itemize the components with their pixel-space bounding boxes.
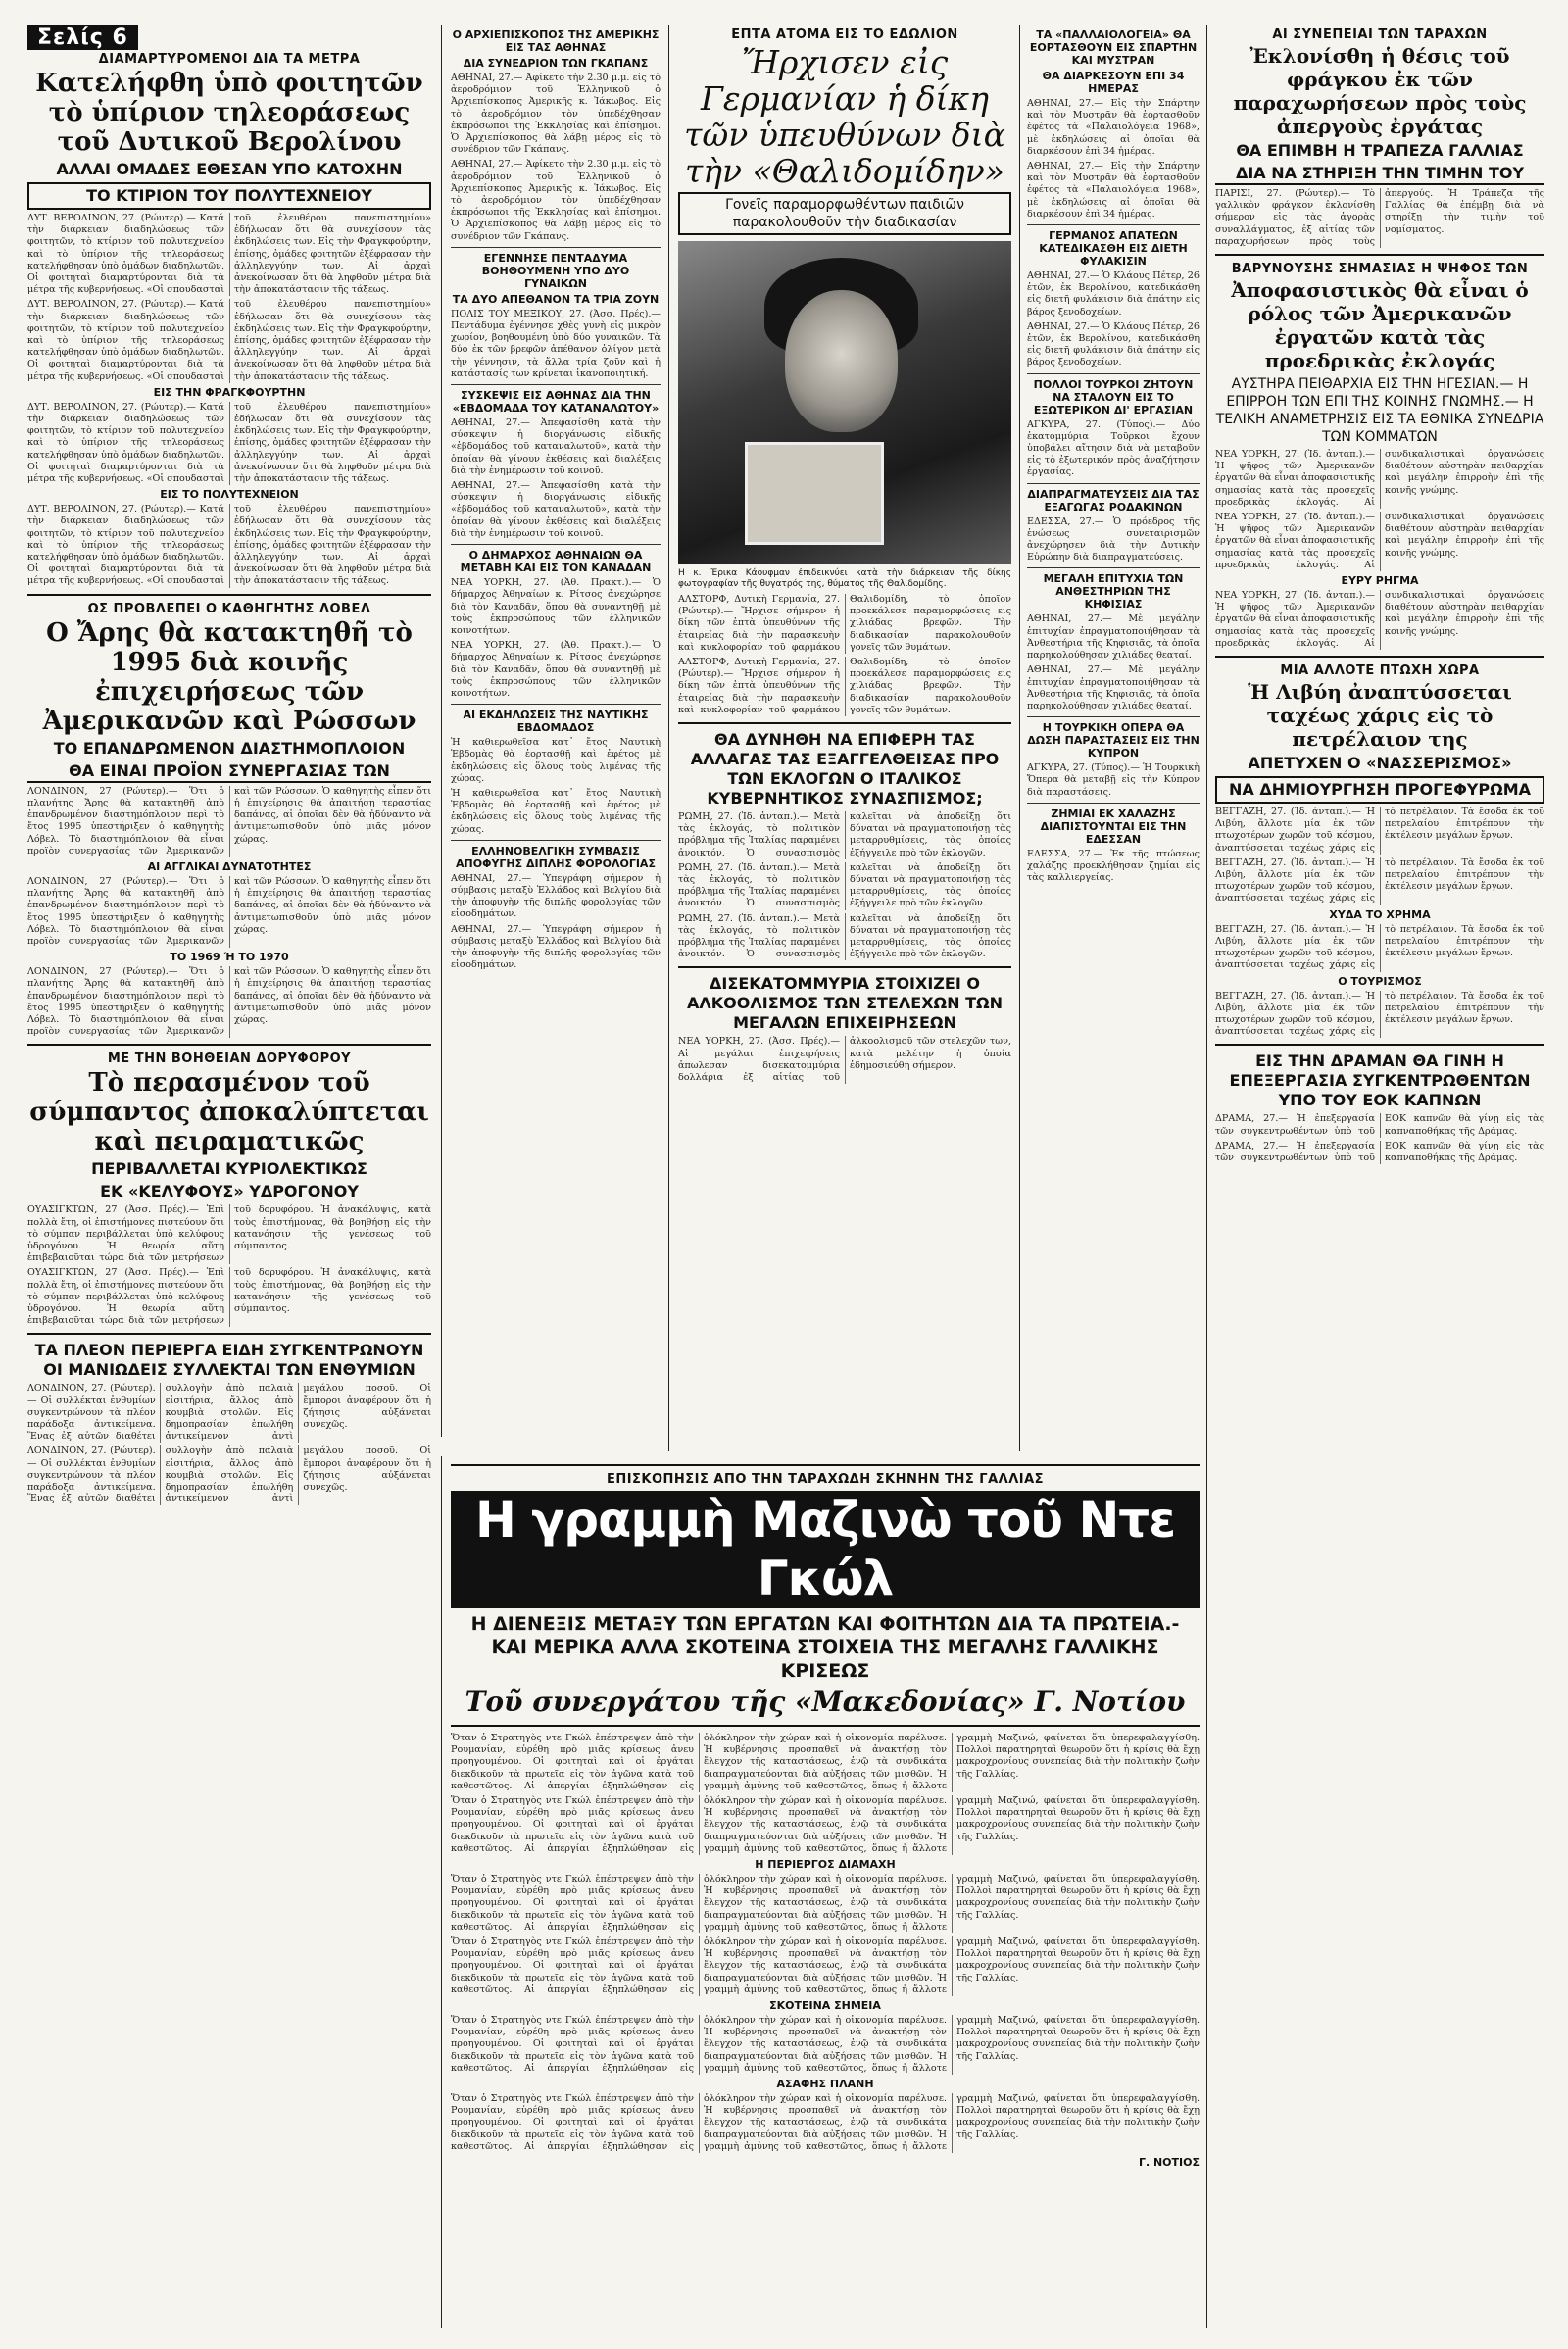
article-body: ΒΕΓΓΑΖΗ, 27. (Ἰδ. ἀνταπ.).— Ἡ Λιβύη, ἄλλοτε μία ἐκ τῶν πτωχοτέρων χωρῶν τοῦ κόσμου, ἀναπτύσσεται ταχέως χάρις εἰς τὸ πετρέλαιον. Τὰ ἔσοδα ἐκ τοῦ πετρελαίου ἐπιτρέπουν τὴν ἐκτέλεσιν μεγάλων ἔργων.	[1215, 856, 1544, 905]
article-body: ΑΘΗΝΑΙ, 27.— Ἀφίκετο τὴν 2.30 μ.μ. εἰς τὸ ἀεροδρόμιον τοῦ Ἑλληνικοῦ ὁ Ἀρχιεπίσκοπος Ἀμερικῆς κ. Ἰάκωβος. Εἰς τὸ ἀεροδρόμιον τὸν ὑπεδέχθησαν ἐκπρόσωποι τῆς Ἐκκλησίας καὶ ἐπίσημοι. Ὁ Ἀρχιεπίσκοπος θὰ λάβῃ μέρος εἰς τὸ συνέδριον τῶν Γκάπανς.	[451, 159, 661, 242]
section-tag: ΤΟ 1969 Ή ΤΟ 1970	[170, 951, 289, 964]
kicker: ΔΙΑΠΡΑΓΜΑΤΕΥΣΕΙΣ ΔΙΑ ΤΑΣ ΕΞΑΓΩΓΑΣ ΡΟΔΑΚΙΝΩΝ	[1027, 487, 1200, 514]
article-body: Ὅταν ὁ Στρατηγὸς ντε Γκώλ ἐπέστρεψεν ἀπὸ τὴν Ρουμανίαν, εὑρέθη πρὸ μιᾶς κρίσεως ἀνευ προηγουμένου. Οἱ φοιτηταὶ καὶ οἱ ἐργάται διεκδικοῦν τὰ πρωτεῖα εἰς τὸν ἀγῶνα κατὰ τοῦ καθεστῶτος. Αἱ ἀπεργίαι ἐξηπλώθησαν εἰς ὁλόκληρον τὴν χώραν καὶ ἡ οἰκονομία παρέλυσε. Ἡ κυβέρνησις προσπαθεῖ νὰ ἀνακτήσῃ τὸν ἔλεγχον τῆς καταστάσεως, ἐνῷ τὰ συνδικάτα διαπραγματεύονται διὰ αὐξήσεις τῶν μισθῶν. Ἡ γραμμὴ ἀμύνης τοῦ καθεστῶτος, ὅπως ἡ ἄλλοτε γραμμὴ Μαζινώ, φαίνεται ὅτι ὑπερεφαλαγγίσθη. Πολλοὶ παρατηρηταὶ θεωροῦν ὅτι ἡ κρίσις θὰ ἔχῃ μακροχρονίους συνεπείας διὰ τὴν πολιτικὴν ζωὴν τῆς Γαλλίας.	[451, 1936, 1200, 1995]
article-body: ΑΘΗΝΑΙ, 27.— Ἀπεφασίσθη κατὰ τὴν σύσκεψιν ἡ διοργάνωσις εἰδικῆς «ἑβδομάδος τοῦ καταναλωτοῦ», κατὰ τὴν ὁποίαν θὰ γίνουν ἐκθέσεις καὶ διαλέξεις διὰ τὴν ἐνημέρωσιν τοῦ κοινοῦ.	[451, 417, 661, 476]
kicker: ΜΕΓΑΛΗ ΕΠΙΤΥΧΙΑ ΤΩΝ ΑΝΘΕΣΤΗΡΙΩΝ ΤΗΣ ΚΗΦΙΣΙΑΣ	[1043, 572, 1184, 612]
headline-franc: Ἐκλονίσθη ἡ θέσις τοῦ φράγκου ἐκ τῶν παραχωρήσεων πρὸς τοὺς ἀπεργοὺς ἐργάτας	[1233, 44, 1527, 138]
section-tag: ΕΙΣ ΤΟ ΠΟΛΥΤΕΧΝΕΙΟΝ	[160, 488, 299, 502]
kicker: ΔΙΑΜΑΡΤΥΡΟΜΕΝΟΙ ΔΙΑ ΤΑ ΜΕΤΡΑ	[98, 52, 361, 67]
article-body: ΝΕΑ ΥΟΡΚΗ, 27. (Ἰδ. ἀνταπ.).— Ἡ ψῆφος τῶν Ἀμερικανῶν ἐργατῶν θὰ εἶναι ἀποφασιστικῆς σημασίας κατὰ τὰς προσεχεῖς προεδρικὰς ἐκλογάς. Αἱ συνδικαλιστικαὶ ὀργανώσεις διαθέτουν αὐστηρὰν πειθαρχίαν καὶ μεγάλην ἐπιρροὴν ἐπὶ τῆς κοινῆς γνώμης.	[1215, 512, 1544, 570]
kicker: ΜΙΑ ΑΛΛΟΤΕ ΠΤΩΧΗ ΧΩΡΑ	[1280, 663, 1480, 679]
feature-subheadline: Η ΔΙΕΝΕΞΙΣ ΜΕΤΑΞΥ ΤΩΝ ΕΡΓΑΤΩΝ ΚΑΙ ΦΟΙΤΗΤΩΝ ΔΙΑ ΤΑ ΠΡΩΤΕΙΑ.- ΚΑΙ ΜΕΡΙΚΑ ΑΛΛΑ ΣΚΟΤΕΙΝΑ ΣΤΟΙΧΕΙΑ ΤΗΣ ΜΕΓΑΛΗΣ ΓΑΛΛΙΚΗΣ ΚΡΙΣΕΩΣ	[470, 1613, 1180, 1682]
column-right	[1215, 25, 1544, 1167]
headline-libya: Ἡ Λιβύη ἀναπτύσσεται ταχέως χάρις εἰς τὸ πετρέλαιον της	[1248, 680, 1512, 752]
kicker: ΩΣ ΠΡΟΒΛΕΠΕΙ Ο ΚΑΘΗΓΗΤΗΣ ΛΟΒΕΛ	[87, 601, 371, 616]
headline-thalidomide: Ἤρχισεν εἰς Γερμανίαν ἡ δίκη τῶν ὑπευθύνων διὰ τὴν «Θαλιδομίδην»	[684, 43, 1005, 190]
subheadline-boxed: ΝΑ ΔΗΜΙΟΥΡΓΗΣΗ ΠΡΟΓΕΦΥΡΩΜΑ	[1215, 776, 1544, 804]
column-rule	[441, 25, 442, 1437]
article-body: ΑΘΗΝΑΙ, 27.— Μὲ μεγάλην ἐπιτυχίαν ἐπραγματοποιήθησαν τὰ Ἀνθεστήρια τῆς Κηφισιᾶς, τὰ ὁποῖα παρηκολούθησαν χιλιάδες θεαταί.	[1027, 664, 1200, 711]
article-body: ΒΕΓΓΑΖΗ, 27. (Ἰδ. ἀνταπ.).— Ἡ Λιβύη, ἄλλοτε μία ἐκ τῶν πτωχοτέρων χωρῶν τοῦ κόσμου, ἀναπτύσσεται ταχέως χάρις εἰς τὸ πετρέλαιον. Τὰ ἔσοδα ἐκ τοῦ πετρελαίου ἐπιτρέπουν τὴν ἐκτέλεσιν μεγάλων ἔργων.	[1215, 807, 1544, 854]
kicker: ΤΑ «ΠΑΛΛΑΙΟΛΟΓΕΙΑ» ΘΑ ΕΟΡΤΑΣΘΟΥΝ ΕΙΣ ΣΠΑΡΤΗΝ ΚΑΙ ΜΥΣΤΡΑΝ	[1029, 28, 1198, 67]
article-body: ΠΑΡΙΣΙ, 27. (Ρώυτερ).— Τὸ γαλλικὸν φράγκον ἐκλονίσθη σήμερον εἰς τὰς ἀγορὰς συναλλάγματος, ἐξ αἰτίας τῶν παραχωρήσεων πρὸς τοὺς ἀπεργούς. Ἡ Τράπεζα τῆς Γαλλίας θὰ ἐπέμβῃ διὰ νὰ στηρίξῃ τὴν τιμὴν τοῦ νομίσματος.	[1215, 188, 1544, 247]
article-body: ΒΕΓΓΑΖΗ, 27. (Ἰδ. ἀνταπ.).— Ἡ Λιβύη, ἄλλοτε μία ἐκ τῶν πτωχοτέρων χωρῶν τοῦ κόσμου, ἀναπτύσσεται ταχέως χάρις εἰς τὸ πετρέλαιον. Τὰ ἔσοδα ἐκ τοῦ πετρελαίου ἐπιτρέπουν τὴν ἐκτέλεσιν μεγάλων ἔργων.	[1215, 923, 1544, 971]
article-body: Ὅταν ὁ Στρατηγὸς ντε Γκώλ ἐπέστρεψεν ἀπὸ τὴν Ρουμανίαν, εὑρέθη πρὸ μιᾶς κρίσεως ἀνευ προηγουμένου. Οἱ φοιτηταὶ καὶ οἱ ἐργάται διεκδικοῦν τὰ πρωτεῖα εἰς τὸν ἀγῶνα κατὰ τοῦ καθεστῶτος. Αἱ ἀπεργίαι ἐξηπλώθησαν εἰς ὁλόκληρον τὴν χώραν καὶ ἡ οἰκονομία παρέλυσε. Ἡ κυβέρνησις προσπαθεῖ νὰ ἀνακτήσῃ τὸν ἔλεγχον τῆς καταστάσεως, ἐνῷ τὰ συνδικάτα διαπραγματεύονται διὰ αὐξήσεις τῶν μισθῶν. Ἡ γραμμὴ ἀμύνης τοῦ καθεστῶτος, ὅπως ἡ ἄλλοτε γραμμὴ Μαζινώ, φαίνεται ὅτι ὑπερεφαλαγγίσθη. Πολλοὶ παρατηρηταὶ θεωροῦν ὅτι ἡ κρίσις θὰ ἔχῃ μακροχρονίους συνεπείας διὰ τὴν πολιτικὴν ζωὴν τῆς Γαλλίας.	[451, 2015, 1200, 2074]
kicker: ΕΠΙΣΚΟΠΗΣΙΣ ΑΠΟ ΤΗΝ ΤΑΡΑΧΩΔΗ ΣΚΗΝΗΝ ΤΗΣ ΓΑΛΛΙΑΣ	[606, 1472, 1045, 1487]
column-second	[451, 25, 661, 974]
article-body: ΕΔΕΣΣΑ, 27.— Ἐκ τῆς πτώσεως χαλάζης προεκλήθησαν ζημίαι εἰς τὰς καλλιεργείας.	[1027, 848, 1200, 884]
article-body: ΑΘΗΝΑΙ, 27.— Ἀπεφασίσθη κατὰ τὴν σύσκεψιν ἡ διοργάνωσις εἰδικῆς «ἑβδομάδος τοῦ καταναλωτοῦ», κατὰ τὴν ὁποίαν θὰ γίνουν ἐκθέσεις καὶ διαλέξεις διὰ τὴν ἐνημέρωσιν τοῦ κοινοῦ.	[451, 480, 661, 539]
kicker: Η ΤΟΥΡΚΙΚΗ ΟΠΕΡΑ ΘΑ ΔΩΣΗ ΠΑΡΑΣΤΑΣΕΙΣ ΕΙΣ ΤΗΝ ΚΥΠΡΟΝ	[1027, 721, 1200, 760]
kicker: ΕΛΛΗΝΟΒΕΛΓΙΚΗ ΣΥΜΒΑΣΙΣ ΑΠΟΦΥΓΗΣ ΔΙΠΛΗΣ ΦΟΡΟΛΟΓΙΑΣ	[456, 844, 656, 870]
signature: Γ. ΝΟΤΙΟΣ	[1138, 2156, 1200, 2170]
subheadline: ΑΠΕΤΥΧΕΝ Ο «ΝΑΣΣΕΡΙΣΜΟΣ»	[1248, 754, 1512, 773]
article-body: ΑΓΚΥΡΑ, 27. (Τύπος).— Δύο ἑκατομμύρια Τοῦρκοι ἔχουν ὑποβάλει αἴτησιν διὰ νὰ μεταβοῦν εἰς τὸ ἐξωτερικόν πρὸς ἀναζήτησιν ἐργασίας.	[1027, 418, 1200, 478]
article-body: ΟΥΑΣΙΓΚΤΩΝ, 27 (Ἀσσ. Πρές).— Ἐπὶ πολλὰ ἔτη, οἱ ἐπιστήμονες πιστεύουν ὅτι τὸ σύμπαν περιβάλλεται ὑπὸ κελύφους ὑδρογόνου. Ἡ θεωρία αὕτη ἐπιβεβαιοῦται τώρα διὰ τῶν μετρήσεων τοῦ δορυφόρου. Ἡ ἀνακάλυψις, κατὰ τοὺς ἐπιστήμονας, θὰ βοηθήσῃ εἰς τὴν κατανόησιν τῆς γενέσεως τοῦ σύμπαντος.	[27, 1267, 431, 1327]
kicker: ΓΕΡΜΑΝΟΣ ΑΠΑΤΕΩΝ ΚΑΤΕΔΙΚΑΣΘΗ ΕΙΣ ΔΙΕΤΗ ΦΥΛΑΚΙΣΙΝ	[1039, 229, 1188, 269]
article-body: Ἡ καθιερωθεῖσα κατ᾿ ἔτος Ναυτικὴ Ἑβδομὰς θὰ ἑορτασθῇ καὶ ἐφέτος μὲ ἐκδηλώσεις εἰς ὅλους τοὺς λιμένας τῆς χώρας.	[451, 737, 661, 784]
subheadline-boxed: Γονεῖς παραμορφωθέντων παιδιῶν παρακολουθοῦν τὴν διαδικασίαν	[678, 192, 1011, 235]
subheadline: ΕΚ «ΚΕΛΥΦΟΥΣ» ΥΔΡΟΓΟΝΟΥ	[100, 1182, 359, 1201]
kicker: ΣΥΣΚΕΨΙΣ ΕΙΣ ΑΘΗΝΑΣ ΔΙΑ ΤΗΝ «ΕΒΔΟΜΑΔΑ ΤΟΥ ΚΑΤΑΝΑΛΩΤΟΥ»	[452, 389, 660, 416]
article-body: ΔΥΤ. ΒΕΡΟΛΙΝΟΝ, 27. (Ρώυτερ).— Κατά τὴν διάρκειαν διαδηλώσεως τῶν φοιτητῶν, τὸ κτίριον τοῦ πολυτεχνείου καὶ τὸ ὑπίριον τῆς τηλεοράσεως κατελήφθησαν ὑπὸ ὁμάδων διαδηλωτῶν. Οἱ φοιτηταὶ διαμαρτύρονται διὰ τὰ μέτρα τῆς κυβερνήσεως. «Οἱ σπουδασταὶ τοῦ ἐλευθέρου πανεπιστημίου» ἐδήλωσαν ὅτι θὰ συνεχίσουν τὰς ἐκδηλώσεις των. Εἰς τὴν Φραγκφούρτην, ἐπίσης, ὁμάδες φοιτητῶν ἐξέφρασαν τὴν ἀλληλεγγύην των. Αἱ ἀρχαὶ ἀνεκοίνωσαν ὅτι θὰ ληφθοῦν μέτρα διὰ τὴν ἀποκατάστασιν τῆς τάξεως.	[27, 401, 431, 485]
subheadline: ΔΙΑ ΝΑ ΣΤΗΡΙΞΗ ΤΗΝ ΤΙΜΗΝ ΤΟΥ	[1215, 164, 1544, 185]
article-body: ΔΥΤ. ΒΕΡΟΛΙΝΟΝ, 27. (Ρώυτερ).— Κατά τὴν διάρκειαν διαδηλώσεως τῶν φοιτητῶν, τὸ κτίριον τοῦ πολυτεχνείου καὶ τὸ ὑπίριον τῆς τηλεοράσεως κατελήφθησαν ὑπὸ ὁμάδων διαδηλωτῶν. Οἱ φοιτηταὶ διαμαρτύρονται διὰ τὰ μέτρα τῆς κυβερνήσεως. «Οἱ σπουδασταὶ τοῦ ἐλευθέρου πανεπιστημίου» ἐδήλωσαν ὅτι θὰ συνεχίσουν τὰς ἐκδηλώσεις των. Εἰς τὴν Φραγκφούρτην, ἐπίσης, ὁμάδες φοιτητῶν ἐξέφρασαν τὴν ἀλληλεγγύην των. Αἱ ἀρχαὶ ἀνεκοίνωσαν ὅτι θὰ ληφθοῦν μέτρα διὰ τὴν ἀποκατάστασιν τῆς τάξεως.	[27, 504, 431, 587]
kicker: ΕΠΤΑ ΑΤΟΜΑ ΕΙΣ ΤΟ ΕΔΩΛΙΟΝ	[731, 27, 958, 42]
column-rule	[1019, 25, 1020, 1451]
article-body: ΠΟΛΙΣ ΤΟΥ ΜΕΞΙΚΟΥ, 27. (Ἀσσ. Πρές).— Πεντάδυμα ἐγέννησε χθὲς γυνὴ εἰς μικρὸν χωρίον, βοηθουμένη ὑπὸ δύο γυναικῶν. Τὰ δύο ἐκ τῶν βρεφῶν ἀπέθανον ὀλίγον μετὰ τὴν γέννησιν, τὰ ἄλλα τρία ζοῦν καὶ ἡ κατάστασίς των κρίνεται ἱκανοποιητική.	[451, 308, 661, 379]
article-body: ΛΟΝΔΙΝΟΝ, 27. (Ρώυτερ).— Οἱ συλλέκται ἐνθυμίων συγκεντρώνουν τὰ πλέον παράδοξα ἀντικείμενα. Ἕνας ἐξ αὐτῶν διαθέτει συλλογὴν ἀπὸ παλαιὰ εἰσιτήρια, ἄλλος ἀπὸ κουμβιὰ στολῶν. Εἰς δημοπρασίαν ἐπωλήθη ἀντικείμενον ἀντὶ μεγάλου ποσοῦ. Οἱ ἔμποροι ἀναφέρουν ὅτι ἡ ζήτησις αὐξάνεται συνεχῶς.	[27, 1383, 431, 1443]
headline-alcoholism: ΔΙΣΕΚΑΤΟΜΜΥΡΙΑ ΣΤΟΙΧΙΖΕΙ Ο ΑΛΚΟΟΛΙΣΜΟΣ ΤΩΝ ΣΤΕΛΕΧΩΝ ΤΩΝ ΜΕΓΑΛΩΝ ΕΠΙΧΕΙΡΗΣΕΩΝ	[686, 974, 1004, 1033]
article-body: ΑΛΣΤΟΡΦ, Δυτικὴ Γερμανία, 27. (Ρώυτερ).— Ἤρχισε σήμερον ἡ δίκη τῶν ἑπτὰ ὑπευθύνων τῆς ἑταιρείας διὰ τὴν παρασκευὴν καὶ κυκλοφορίαν τοῦ φαρμάκου Θαλιδομίδη, τὸ ὁποῖον προεκάλεσε παραμορφώσεις εἰς χιλιάδας βρεφῶν. Τὴν διαδικασίαν παρακολουθοῦν γονεῖς τῶν θυμάτων.	[678, 594, 1011, 653]
kicker: ΑΙ ΣΥΝΕΠΕΙΑΙ ΤΩΝ ΤΑΡΑΧΩΝ	[1272, 27, 1488, 42]
section-tag: ΑΙ ΑΓΓΛΙΚΑΙ ΔΥΝΑΤΟΤΗΤΕΣ	[147, 859, 312, 873]
article-body: ΔΡΑΜΑ, 27.— Ἡ ἐπεξεργασία τῶν συγκεντρωθέντων ὑπὸ τοῦ ΕΟΚ καπνῶν θὰ γίνῃ εἰς τὰς καπναποθήκας τῆς Δράμας.	[1215, 1140, 1544, 1163]
article-body: ΕΔΕΣΣΑ, 27.— Ὁ πρόεδρος τῆς ἑνώσεως συνεταιρισμῶν ἀνεχώρησεν διὰ τὴν Δυτικὴν Εὐρώπην διὰ διαπραγματεύσεις.	[1027, 515, 1200, 563]
headline-mars: Ο Ἄρης θὰ κατακτηθῆ τὸ 1995 διὰ κοινῆς ἐπιχειρήσεως τῶν Ἀμερικανῶν καὶ Ρώσσων	[42, 617, 416, 736]
subheadline: ΑΛΛΑΙ ΟΜΑΔΕΣ ΕΘΕΣΑΝ ΥΠΟ ΚΑΤΟΧΗΝ	[56, 160, 403, 178]
headline-italy: ΘΑ ΔΥΝΗΘΗ ΝΑ ΕΠΙΦΕΡΗ ΤΑΣ ΑΛΛΑΓΑΣ ΤΑΣ ΕΞΑΓΓΕΛΘΕΙΣΑΣ ΠΡΟ ΤΩΝ ΕΚΛΟΓΩΝ Ο ΙΤΑΛΙΚΟΣ ΚΥΒΕΡΝΗΤΙΚΟΣ ΣΥΝΑΣΠΙΣΜΟΣ;	[690, 730, 1000, 808]
kicker: Ο ΔΗΜΑΡΧΟΣ ΑΘΗΝΑΙΩΝ ΘΑ ΜΕΤΑΒΗ ΚΑΙ ΕΙΣ ΤΟΝ ΚΑΝΑΔΑΝ	[460, 549, 652, 575]
section-tag: ΧΥΔΑ ΤΟ ΧΡΗΜΑ	[1329, 907, 1431, 921]
kicker: ΜΕ ΤΗΝ ΒΟΗΘΕΙΑΝ ΔΟΡΥΦΟΡΟΥ	[107, 1052, 352, 1067]
article-body: ΛΟΝΔΙΝΟΝ, 27 (Ρώυτερ).— Ὅτι ὁ πλανήτης Ἄρης θὰ κατακτηθῆ ἀπὸ ἐπανδρωμένον διαστημόπλοιον περὶ τὸ ἔτος 1995 ὑπεστήριξεν ὁ καθηγητὴς Λόβελ. Τὸ διαστημόπλοιον θὰ εἶναι προϊὸν συνεργασίας τῶν Ἀμερικανῶν καὶ τῶν Ρώσσων. Ὁ καθηγητὴς εἶπεν ὅτι ἡ ἐπιχείρησις θὰ ἀπαιτήσῃ τεραστίας δαπάνας, αἱ ὁποῖαι δὲν θὰ ἠδύναντο νὰ ἀντιμετωπισθοῦν ὑπὸ μιᾶς μόνον χώρας.	[27, 785, 431, 856]
article-body: ΡΩΜΗ, 27. (Ἰδ. ἀνταπ.).— Μετὰ τὰς ἐκλογάς, τὸ πολιτικὸν πρόβλημα τῆς Ἰταλίας παραμένει ἀνοικτόν. Ὁ συνασπισμὸς καλεῖται νὰ ἀποδείξῃ ὅτι δύναται νὰ πραγματοποιήσῃ τὰς μεταρρυθμίσεις, τὰς ὁποίας ἐξήγγειλε πρὸ τῶν ἐκλογῶν.	[678, 811, 1011, 858]
article-body: Ὅταν ὁ Στρατηγὸς ντε Γκώλ ἐπέστρεψεν ἀπὸ τὴν Ρουμανίαν, εὑρέθη πρὸ μιᾶς κρίσεως ἀνευ προηγουμένου. Οἱ φοιτηταὶ καὶ οἱ ἐργάται διεκδικοῦν τὰ πρωτεῖα εἰς τὸν ἀγῶνα κατὰ τοῦ καθεστῶτος. Αἱ ἀπεργίαι ἐξηπλώθησαν εἰς ὁλόκληρον τὴν χώραν καὶ ἡ οἰκονομία παρέλυσε. Ἡ κυβέρνησις προσπαθεῖ νὰ ἀνακτήσῃ τὸν ἔλεγχον τῆς καταστάσεως, ἐνῷ τὰ συνδικάτα διαπραγματεύονται διὰ αὐξήσεις τῶν μισθῶν. Ἡ γραμμὴ ἀμύνης τοῦ καθεστῶτος, ὅπως ἡ ἄλλοτε γραμμὴ Μαζινώ, φαίνεται ὅτι ὑπερεφαλαγγίσθη. Πολλοὶ παρατηρηταὶ θεωροῦν ὅτι ἡ κρίσις θὰ ἔχῃ μακροχρονίους συνεπείας διὰ τὴν πολιτικὴν ζωὴν τῆς Γαλλίας.	[451, 1733, 1200, 1791]
article-body: ΝΕΑ ΥΟΡΚΗ, 27. (Ἀθ. Πρακτ.).— Ὁ δήμαρχος Ἀθηναίων κ. Ρίτσος ἀνεχώρησε διὰ τὸν Καναδᾶν, ὅπου θὰ συναντηθῇ μὲ τοὺς ἐκπροσώπους τῶν ἑλληνικῶν κοινοτήτων.	[451, 577, 661, 636]
feature-byline: Τοῦ συνεργάτου τῆς «Μακεδονίας» Γ. Νοτίου	[465, 1686, 1186, 1718]
article-body: ΑΛΣΤΟΡΦ, Δυτικὴ Γερμανία, 27. (Ρώυτερ).— Ἤρχισε σήμερον ἡ δίκη τῶν ἑπτὰ ὑπευθύνων τῆς ἑταιρείας διὰ τὴν παρασκευὴν καὶ κυκλοφορίαν τοῦ φαρμάκου Θαλιδομίδη, τὸ ὁποῖον προεκάλεσε παραμορφώσεις εἰς χιλιάδας βρεφῶν. Τὴν διαδικασίαν παρακολουθοῦν γονεῖς τῶν θυμάτων.	[678, 657, 1011, 715]
section-tag: ΕΙΣ ΤΗΝ ΦΡΑΓΚΦΟΥΡΤΗΝ	[153, 385, 306, 399]
article-body: ΑΓΚΥΡΑ, 27. (Τύπος).— Ἡ Τουρκικὴ Ὄπερα θὰ μεταβῇ εἰς τὴν Κύπρον διὰ παραστάσεις.	[1027, 762, 1200, 798]
article-body: ΟΥΑΣΙΓΚΤΩΝ, 27 (Ἀσσ. Πρές).— Ἐπὶ πολλὰ ἔτη, οἱ ἐπιστήμονες πιστεύουν ὅτι τὸ σύμπαν περιβάλλεται ὑπὸ κελύφους ὑδρογόνου. Ἡ θεωρία αὕτη ἐπιβεβαιοῦται τώρα διὰ τῶν μετρήσεων τοῦ δορυφόρου. Ἡ ἀνακάλυψις, κατὰ τοὺς ἐπιστήμονας, θὰ βοηθήσῃ εἰς τὴν κατανόησιν τῆς γενέσεως τοῦ σύμπαντος.	[27, 1204, 431, 1264]
section-tag: ΔΙΑ ΣΥΝΕΔΡΙΟΝ ΤΩΝ ΓΚΑΠΑΝΣ	[463, 57, 649, 70]
section-tag: Η ΠΕΡΙΕΡΓΟΣ ΔΙΑΜΑΧΗ	[755, 1858, 896, 1872]
photo-caption: Η κ. Ἔρικα Κάουφμαν ἐπιδεικνύει κατὰ τὴν διάρκειαν τῆς δίκης φωτογραφίαν τῆς θυγατρός της, θύματος τῆς Θαλιδομίδης.	[678, 568, 1011, 589]
news-photo	[678, 241, 1011, 564]
article-body: ΑΘΗΝΑΙ, 27.— Ὁ Κλάους Πέτερ, 26 ἐτῶν, ἐκ Βερολίνου, κατεδικάσθη εἰς διετῆ φυλάκισιν διὰ ἀπάτην εἰς βάρος ξενοδοχείων.	[1027, 270, 1200, 318]
article-body: ΝΕΑ ΥΟΡΚΗ, 27. (Ἰδ. ἀνταπ.).— Ἡ ψῆφος τῶν Ἀμερικανῶν ἐργατῶν θὰ εἶναι ἀποφασιστικῆς σημασίας κατὰ τὰς προσεχεῖς προεδρικὰς ἐκλογάς. Αἱ συνδικαλιστικαὶ ὀργανώσεις διαθέτουν αὐστηρὰν πειθαρχίαν καὶ μεγάλην ἐπιρροὴν ἐπὶ τῆς κοινῆς γνώμης.	[1215, 449, 1544, 508]
article-body: Ἡ καθιερωθεῖσα κατ᾿ ἔτος Ναυτικὴ Ἑβδομὰς θὰ ἑορτασθῇ καὶ ἐφέτος μὲ ἐκδηλώσεις εἰς ὅλους τοὺς λιμένας τῆς χώρας.	[451, 787, 661, 835]
article-body: ΛΟΝΔΙΝΟΝ, 27 (Ρώυτερ).— Ὅτι ὁ πλανήτης Ἄρης θὰ κατακτηθῆ ἀπὸ ἐπανδρωμένον διαστημόπλοιον περὶ τὸ ἔτος 1995 ὑπεστήριξεν ὁ καθηγητὴς Λόβελ. Τὸ διαστημόπλοιον θὰ εἶναι προϊὸν συνεργασίας τῶν Ἀμερικανῶν καὶ τῶν Ρώσσων. Ὁ καθηγητὴς εἶπεν ὅτι ἡ ἐπιχείρησις θὰ ἀπαιτήσῃ τεραστίας δαπάνας, αἱ ὁποῖαι δὲν θὰ ἠδύναντο νὰ ἀντιμετωπισθοῦν ὑπὸ μιᾶς μόνον χώρας.	[27, 966, 431, 1038]
article-body: ΑΘΗΝΑΙ, 27.— Εἰς τὴν Σπάρτην καὶ τὸν Μυστρᾶν θὰ ἑορτασθοῦν ἐφέτος τὰ «Παλαιολόγεια 1968», μὲ ἐκδηλώσεις αἱ ὁποῖαι θὰ διαρκέσουν ἐπὶ 34 ἡμέρας.	[1027, 98, 1200, 157]
subheadline-boxed: ΤΟ ΚΤΙΡΙΟΝ ΤΟΥ ΠΟΛΥΤΕΧΝΕΙΟΥ	[27, 182, 431, 210]
column-fourth	[1027, 25, 1200, 887]
article-body: ΑΘΗΝΑΙ, 27.— Ὑπεγράφη σήμερον ἡ σύμβασις μεταξὺ Ἑλλάδος καὶ Βελγίου διὰ τὴν ἀποφυγὴν τῆς διπλῆς φορολογίας τῶν εἰσοδημάτων.	[451, 923, 661, 971]
article-body: ΒΕΓΓΑΖΗ, 27. (Ἰδ. ἀνταπ.).— Ἡ Λιβύη, ἄλλοτε μία ἐκ τῶν πτωχοτέρων χωρῶν τοῦ κόσμου, ἀναπτύσσεται ταχέως χάρις εἰς τὸ πετρέλαιον. Τὰ ἔσοδα ἐκ τοῦ πετρελαίου ἐπιτρέπουν τὴν ἐκτέλεσιν μεγάλων ἔργων.	[1215, 990, 1544, 1038]
subheadline: ΠΕΡΙΒΑΛΛΕΤΑΙ ΚΥΡΙΟΛΕΚΤΙΚΩΣ	[91, 1159, 368, 1179]
feature-article	[451, 1458, 1200, 2172]
subheadline: ΤΟ ΕΠΑΝΔΡΩΜΕΝΟΝ ΔΙΑΣΤΗΜΟΠΛΟΙΟΝ	[53, 738, 406, 758]
article-body: ΑΘΗΝΑΙ, 27.— Ἀφίκετο τὴν 2.30 μ.μ. εἰς τὸ ἀεροδρόμιον τοῦ Ἑλληνικοῦ ὁ Ἀρχιεπίσκοπος Ἀμερικῆς κ. Ἰάκωβος. Εἰς τὸ ἀεροδρόμιον τὸν ὑπεδέχθησαν ἐκπρόσωποι τῆς Ἐκκλησίας καὶ ἐπίσημοι. Ὁ Ἀρχιεπίσκοπος θὰ λάβῃ μέρος εἰς τὸ συνέδριον τῶν Γκάπανς.	[451, 73, 661, 156]
section-tag: ΘΑ ΔΙΑΡΚΕΣΟΥΝ ΕΠΙ 34 ΗΜΕΡΑΣ	[1042, 70, 1185, 95]
article-body: ΡΩΜΗ, 27. (Ἰδ. ἀνταπ.).— Μετὰ τὰς ἐκλογάς, τὸ πολιτικὸν πρόβλημα τῆς Ἰταλίας παραμένει ἀνοικτόν. Ὁ συνασπισμὸς καλεῖται νὰ ἀποδείξῃ ὅτι δύναται νὰ πραγματοποιήσῃ τὰς μεταρρυθμίσεις, τὰς ὁποίας ἐξήγγειλε πρὸ τῶν ἐκλογῶν.	[678, 912, 1011, 960]
article-body: ΔΥΤ. ΒΕΡΟΛΙΝΟΝ, 27. (Ρώυτερ).— Κατά τὴν διάρκειαν διαδηλώσεως τῶν φοιτητῶν, τὸ κτίριον τοῦ πολυτεχνείου καὶ τὸ ὑπίριον τῆς τηλεοράσεως κατελήφθησαν ὑπὸ ὁμάδων διαδηλωτῶν. Οἱ φοιτηταὶ διαμαρτύρονται διὰ τὰ μέτρα τῆς κυβερνήσεως. «Οἱ σπουδασταὶ τοῦ ἐλευθέρου πανεπιστημίου» ἐδήλωσαν ὅτι θὰ συνεχίσουν τὰς ἐκδηλώσεις των. Εἰς τὴν Φραγκφούρτην, ἐπίσης, ὁμάδες φοιτητῶν ἐξέφρασαν τὴν ἀλληλεγγύην των. Αἱ ἀρχαὶ ἀνεκοίνωσαν ὅτι θὰ ληφθοῦν μέτρα διὰ τὴν ἀποκατάστασιν τῆς τάξεως.	[27, 299, 431, 382]
kicker: ΒΑΡΥΝΟΥΣΗΣ ΣΗΜΑΣΙΑΣ Η ΨΗΦΟΣ ΤΩΝ	[1231, 262, 1529, 277]
article-body: ΝΕΑ ΥΟΡΚΗ, 27. (Ἀθ. Πρακτ.).— Ὁ δήμαρχος Ἀθηναίων κ. Ρίτσος ἀνεχώρησε διὰ τὸν Καναδᾶν, ὅπου θὰ συναντηθῇ μὲ τοὺς ἐκπροσώπους τῶν ἑλληνικῶν κοινοτήτων.	[451, 640, 661, 699]
headline-universe: Τὸ περασμένον τοῦ σύμπαντος ἀποκαλύπτεται καὶ πειραματικῶς	[29, 1068, 429, 1157]
article-body: ΑΘΗΝΑΙ, 27.— Μὲ μεγάλην ἐπιτυχίαν ἐπραγματοποιήθησαν τὰ Ἀνθεστήρια τῆς Κηφισιᾶς, τὰ ὁποῖα παρηκολούθησαν χιλιάδες θεαταί.	[1027, 613, 1200, 661]
article-body: ΛΟΝΔΙΝΟΝ, 27 (Ρώυτερ).— Ὅτι ὁ πλανήτης Ἄρης θὰ κατακτηθῆ ἀπὸ ἐπανδρωμένον διαστημόπλοιον περὶ τὸ ἔτος 1995 ὑπεστήριξεν ὁ καθηγητὴς Λόβελ. Τὸ διαστημόπλοιον θὰ εἶναι προϊὸν συνεργασίας τῶν Ἀμερικανῶν καὶ τῶν Ρώσσων. Ὁ καθηγητὴς εἶπεν ὅτι ἡ ἐπιχείρησις θὰ ἀπαιτήσῃ τεραστίας δαπάνας, αἱ ὁποῖαι δὲν θὰ ἠδύναντο νὰ ἀντιμετωπισθοῦν ὑπὸ μιᾶς μόνον χώρας.	[27, 875, 431, 947]
newspaper-page	[27, 25, 1544, 2328]
article-body: ΡΩΜΗ, 27. (Ἰδ. ἀνταπ.).— Μετὰ τὰς ἐκλογάς, τὸ πολιτικὸν πρόβλημα τῆς Ἰταλίας παραμένει ἀνοικτόν. Ὁ συνασπισμὸς καλεῖται νὰ ἀποδείξῃ ὅτι δύναται νὰ πραγματοποιήσῃ τὰς μεταρρυθμίσεις, τὰς ὁποίας ἐξήγγειλε πρὸ τῶν ἐκλογῶν.	[678, 861, 1011, 909]
article-body: Ὅταν ὁ Στρατηγὸς ντε Γκώλ ἐπέστρεψεν ἀπὸ τὴν Ρουμανίαν, εὑρέθη πρὸ μιᾶς κρίσεως ἀνευ προηγουμένου. Οἱ φοιτηταὶ καὶ οἱ ἐργάται διεκδικοῦν τὰ πρωτεῖα εἰς τὸν ἀγῶνα κατὰ τοῦ καθεστῶτος. Αἱ ἀπεργίαι ἐξηπλώθησαν εἰς ὁλόκληρον τὴν χώραν καὶ ἡ οἰκονομία παρέλυσε. Ἡ κυβέρνησις προσπαθεῖ νὰ ἀνακτήσῃ τὸν ἔλεγχον τῆς καταστάσεως, ἐνῷ τὰ συνδικάτα διαπραγματεύονται διὰ αὐξήσεις τῶν μισθῶν. Ἡ γραμμὴ ἀμύνης τοῦ καθεστῶτος, ὅπως ἡ ἄλλοτε γραμμὴ Μαζινώ, φαίνεται ὅτι ὑπερεφαλαγγίσθη. Πολλοὶ παρατηρηταὶ θεωροῦν ὅτι ἡ κρίσις θὰ ἔχῃ μακροχρονίους συνεπείας διὰ τὴν πολιτικὴν ζωὴν τῆς Γαλλίας.	[451, 1874, 1200, 1933]
subheadline: ΑΥΣΤΗΡΑ ΠΕΙΘΑΡΧΙΑ ΕΙΣ ΤΗΝ ΗΓΕΣΙΑΝ.— Η ΕΠΙΡΡΟΗ ΤΩΝ ΕΠΙ ΤΗΣ ΚΟΙΝΗΣ ΓΝΩΜΗΣ.— Η ΤΕΛΙΚΗ ΑΝΑΜΕΤΡΗΣΙΣ ΕΙΣ ΤΑ ΕΘΝΙΚΑ ΣΥΝΕΔΡΙΑ ΤΩΝ ΚΟΜΜΑΤΩΝ	[1215, 376, 1544, 446]
column-rule	[441, 1456, 442, 2328]
kicker: ΖΗΜΙΑΙ ΕΚ ΧΑΛΑΖΗΣ ΔΙΑΠΙΣΤΟΥΝΤΑΙ ΕΙΣ ΤΗΝ ΕΔΕΣΣΑΝ	[1040, 807, 1187, 846]
section-tag: ΑΣΑΦΗΣ ΠΛΑΝΗ	[776, 2078, 874, 2091]
article-body: ΑΘΗΝΑΙ, 27.— Ὁ Κλάους Πέτερ, 26 ἐτῶν, ἐκ Βερολίνου, κατεδικάσθη εἰς διετῆ φυλάκισιν διὰ ἀπάτην εἰς βάρος ξενοδοχείων.	[1027, 320, 1200, 368]
section-tag: ΤΑ ΔΥΟ ΑΠΕΘΑΝΟΝ ΤΑ ΤΡΙΑ ΖΟΥΝ	[452, 292, 660, 306]
column-third	[678, 25, 1011, 1087]
subheadline: ΘΑ ΕΠΙΜΒΗ Η ΤΡΑΠΕΖΑ ΓΑΛΛΙΑΣ	[1236, 141, 1524, 160]
article-body: ΝΕΑ ΥΟΡΚΗ, 27. (Ἰδ. ἀνταπ.).— Ἡ ψῆφος τῶν Ἀμερικανῶν ἐργατῶν θὰ εἶναι ἀποφασιστικῆς σημασίας κατὰ τὰς προσεχεῖς προεδρικὰς ἐκλογάς. Αἱ συνδικαλιστικαὶ ὀργανώσεις διαθέτουν αὐστηρὰν πειθαρχίαν καὶ μεγάλην ἐπιρροὴν ἐπὶ τῆς κοινῆς γνώμης.	[1215, 590, 1544, 649]
section-tag: Ο ΤΟΥΡΙΣΜΟΣ	[1338, 974, 1422, 988]
headline-berlin: Κατελήφθη ὑπὸ φοιτητῶν τὸ ὑπίριον τηλεοράσεως τοῦ Δυτικοῦ Βερολίνου	[35, 69, 423, 157]
article-body: ΝΕΑ ΥΟΡΚΗ, 27. (Ἀσσ. Πρές).— Αἱ μεγάλαι ἐπιχειρήσεις ἀπωλεσαν δισεκατομμύρια δολλάρια ἐξ αἰτίας τοῦ ἀλκοολισμοῦ τῶν στελεχῶν των, κατὰ μελέτην ἡ ὁποία ἐδημοσιεύθη σήμερον.	[678, 1036, 1011, 1084]
article-body: ΛΟΝΔΙΝΟΝ, 27. (Ρώυτερ).— Οἱ συλλέκται ἐνθυμίων συγκεντρώνουν τὰ πλέον παράδοξα ἀντικείμενα. Ἕνας ἐξ αὐτῶν διαθέτει συλλογὴν ἀπὸ παλαιὰ εἰσιτήρια, ἄλλος ἀπὸ κουμβιὰ στολῶν. Εἰς δημοπρασίαν ἐπωλήθη ἀντικείμενον ἀντὶ μεγάλου ποσοῦ. Οἱ ἔμποροι ἀναφέρουν ὅτι ἡ ζήτησις αὐξάνεται συνεχῶς.	[27, 1445, 431, 1505]
article-body: Ὅταν ὁ Στρατηγὸς ντε Γκώλ ἐπέστρεψεν ἀπὸ τὴν Ρουμανίαν, εὑρέθη πρὸ μιᾶς κρίσεως ἀνευ προηγουμένου. Οἱ φοιτηταὶ καὶ οἱ ἐργάται διεκδικοῦν τὰ πρωτεῖα εἰς τὸν ἀγῶνα κατὰ τοῦ καθεστῶτος. Αἱ ἀπεργίαι ἐξηπλώθησαν εἰς ὁλόκληρον τὴν χώραν καὶ ἡ οἰκονομία παρέλυσε. Ἡ κυβέρνησις προσπαθεῖ νὰ ἀνακτήσῃ τὸν ἔλεγχον τῆς καταστάσεως, ἐνῷ τὰ συνδικάτα διαπραγματεύονται διὰ αὐξήσεις τῶν μισθῶν. Ἡ γραμμὴ ἀμύνης τοῦ καθεστῶτος, ὅπως ἡ ἄλλοτε γραμμὴ Μαζινώ, φαίνεται ὅτι ὑπερεφαλαγγίσθη. Πολλοὶ παρατηρηταὶ θεωροῦν ὅτι ἡ κρίσις θὰ ἔχῃ μακροχρονίους συνεπείας διὰ τὴν πολιτικὴν ζωὴν τῆς Γαλλίας.	[451, 1795, 1200, 1854]
feature-banner-headline: Η γραμμὴ Μαζινὼ τοῦ Ντε Γκώλ	[451, 1491, 1200, 1608]
article-body: ΑΘΗΝΑΙ, 27.— Εἰς τὴν Σπάρτην καὶ τὸν Μυστρᾶν θὰ ἑορτασθοῦν ἐφέτος τὰ «Παλαιολόγεια 1968», μὲ ἐκδηλώσεις αἱ ὁποῖαι θὰ διαρκέσουν ἐπὶ 34 ἡμέρας.	[1027, 161, 1200, 220]
headline-collectors: ΤΑ ΠΛΕΟΝ ΠΕΡΙΕΡΓΑ ΕΙΔΗ ΣΥΓΚΕΝΤΡΩΝΟΥΝ ΟΙ ΜΑΝΙΩΔΕΙΣ ΣΥΛΛΕΚΤΑΙ ΤΩΝ ΕΝΘΥΜΙΩΝ	[34, 1341, 424, 1380]
article-body: Ὅταν ὁ Στρατηγὸς ντε Γκώλ ἐπέστρεψεν ἀπὸ τὴν Ρουμανίαν, εὑρέθη πρὸ μιᾶς κρίσεως ἀνευ προηγουμένου. Οἱ φοιτηταὶ καὶ οἱ ἐργάται διεκδικοῦν τὰ πρωτεῖα εἰς τὸν ἀγῶνα κατὰ τοῦ καθεστῶτος. Αἱ ἀπεργίαι ἐξηπλώθησαν εἰς ὁλόκληρον τὴν χώραν καὶ ἡ οἰκονομία παρέλυσε. Ἡ κυβέρνησις προσπαθεῖ νὰ ἀνακτήσῃ τὸν ἔλεγχον τῆς καταστάσεως, ἐνῷ τὰ συνδικάτα διαπραγματεύονται διὰ αὐξήσεις τῶν μισθῶν. Ἡ γραμμὴ ἀμύνης τοῦ καθεστῶτος, ὅπως ἡ ἄλλοτε γραμμὴ Μαζινώ, φαίνεται ὅτι ὑπερεφαλαγγίσθη. Πολλοὶ παρατηρηταὶ θεωροῦν ὅτι ἡ κρίσις θὰ ἔχῃ μακροχρονίους συνεπείας διὰ τὴν πολιτικὴν ζωὴν τῆς Γαλλίας.	[451, 2093, 1200, 2152]
column-rule	[1206, 25, 1207, 2328]
article-body: ΔΥΤ. ΒΕΡΟΛΙΝΟΝ, 27. (Ρώυτερ).— Κατά τὴν διάρκειαν διαδηλώσεως τῶν φοιτητῶν, τὸ κτίριον τοῦ πολυτεχνείου καὶ τὸ ὑπίριον τῆς τηλεοράσεως κατελήφθησαν ὑπὸ ὁμάδων διαδηλωτῶν. Οἱ φοιτηταὶ διαμαρτύρονται διὰ τὰ μέτρα τῆς κυβερνήσεως. «Οἱ σπουδασταὶ τοῦ ἐλευθέρου πανεπιστημίου» ἐδήλωσαν ὅτι θὰ συνεχίσουν τὰς ἐκδηλώσεις των. Εἰς τὴν Φραγκφούρτην, ἐπίσης, ὁμάδες φοιτητῶν ἐξέφρασαν τὴν ἀλληλεγγύην των. Αἱ ἀρχαὶ ἀνεκοίνωσαν ὅτι θὰ ληφθοῦν μέτρα διὰ τὴν ἀποκατάστασιν τῆς τάξεως.	[27, 213, 431, 296]
kicker: ΠΟΛΛΟΙ ΤΟΥΡΚΟΙ ΖΗΤΟΥΝ ΝΑ ΣΤΑΛΟΥΝ ΕΙΣ ΤΟ ΕΞΩΤΕΡΙΚΟΝ ΔΙ' ΕΡΓΑΣΙΑΝ	[1033, 377, 1194, 416]
page-number-logo: Σελίς 6	[27, 25, 138, 50]
section-tag: ΕΥΡΥ ΡΗΓΜΑ	[1341, 574, 1419, 588]
article-body: ΑΘΗΝΑΙ, 27.— Ὑπεγράφη σήμερον ἡ σύμβασις μεταξὺ Ἑλλάδος καὶ Βελγίου διὰ τὴν ἀποφυγὴν τῆς διπλῆς φορολογίας τῶν εἰσοδημάτων.	[451, 872, 661, 920]
column-rule	[668, 25, 669, 1451]
headline-tobacco: ΕΙΣ ΤΗΝ ΔΡΑΜΑΝ ΘΑ ΓΙΝΗ Η ΕΠΕΞΕΡΓΑΣΙΑ ΣΥΓΚΕΝΤΡΩΘΕΝΤΩΝ ΥΠΟ ΤΟΥ ΕΟΚ ΚΑΠΝΩΝ	[1229, 1052, 1531, 1110]
subheadline: ΘΑ ΕΙΝΑΙ ΠΡΟΪΟΝ ΣΥΝΕΡΓΑΣΙΑΣ ΤΩΝ	[27, 761, 431, 783]
column-left	[27, 25, 431, 1508]
kicker: Ο ΑΡΧΙΕΠΙΣΚΟΠΟΣ ΤΗΣ ΑΜΕΡΙΚΗΣ ΕΙΣ ΤΑΣ ΑΘΗΝΑΣ	[452, 28, 660, 54]
article-body: ΔΡΑΜΑ, 27.— Ἡ ἐπεξεργασία τῶν συγκεντρωθέντων ὑπὸ τοῦ ΕΟΚ καπνῶν θὰ γίνῃ εἰς τὰς καπναποθήκας τῆς Δράμας.	[1215, 1113, 1544, 1137]
kicker: ΑΙ ΕΚΔΗΛΩΣΕΙΣ ΤΗΣ ΝΑΥΤΙΚΗΣ ΕΒΔΟΜΑΔΟΣ	[463, 709, 649, 735]
kicker: ΕΓΕΝΝΗΣΕ ΠΕΝΤΑΔΥΜΑ ΒΟΗΘΟΥΜΕΝΗ ΥΠΟ ΔΥΟ ΓΥΝΑΙΚΩΝ	[481, 251, 630, 290]
section-tag: ΣΚΟΤΕΙΝΑ ΣΗΜΕΙΑ	[769, 1999, 881, 2013]
headline-american-workers: Ἀποφασιστικὸς θὰ εἶναι ὁ ρόλος τῶν Ἀμερικανῶν ἐργατῶν κατὰ τὰς προεδρικὰς ἐκλογάς	[1231, 278, 1529, 373]
